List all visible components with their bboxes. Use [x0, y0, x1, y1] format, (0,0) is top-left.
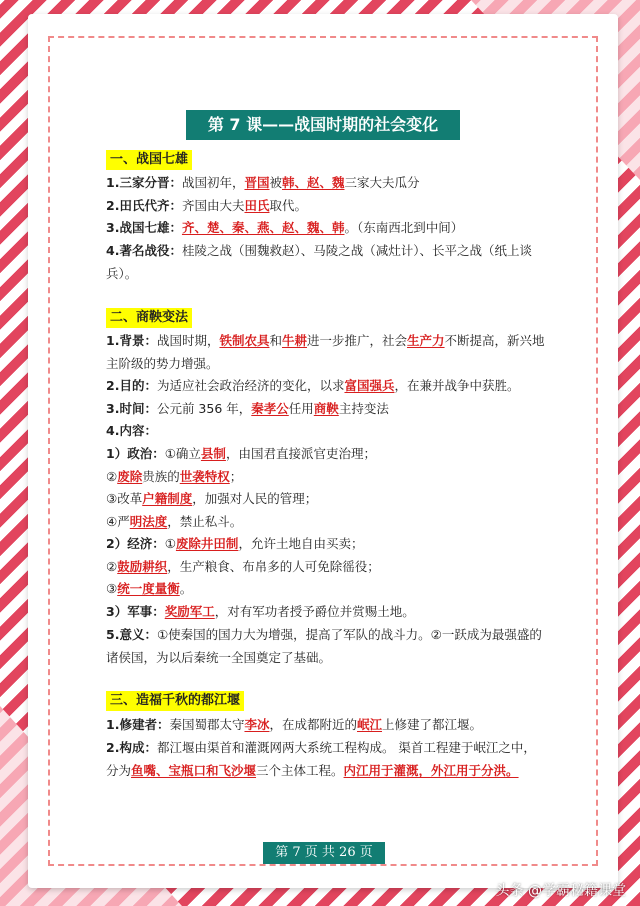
keyword: 统一度量衡 — [117, 581, 180, 596]
text: 和 — [269, 333, 282, 348]
keyword: 生产力 — [407, 333, 445, 348]
text: ，在成都附近的 — [269, 717, 357, 732]
label: 3.战国七雄： — [106, 220, 182, 235]
text: 。（东南西北到中间） — [344, 220, 464, 235]
label: 4.内容： — [106, 423, 157, 438]
text: 主持变法 — [338, 401, 389, 416]
keyword: 废除井田制 — [175, 536, 239, 551]
s2-line-13 — [106, 624, 546, 669]
text: 公元前 356 年， — [156, 401, 252, 416]
label: 4.著名战役： — [106, 243, 182, 258]
text: 三家大夫瓜分 — [344, 175, 420, 190]
text: 桂陵之战（围魏救赵）、马陵之战（减灶计）、长平之战（纸上谈兵）。 — [106, 243, 532, 281]
text: ①确立 — [164, 446, 201, 461]
s2-line-1 — [106, 330, 546, 375]
text: ，允许土地自由买卖； — [238, 536, 364, 551]
label: 3）军事： — [106, 604, 165, 619]
text: ①使秦国的国力大为增强，提高了军队的战斗力。②一跃成为最强盛的诸侯国，为以后秦统一全国奠定了基础。 — [106, 627, 542, 665]
s2-line-9 — [106, 533, 546, 556]
label: 2.构成： — [106, 740, 157, 755]
s2-line-6 — [106, 466, 546, 489]
text: 战国时期， — [156, 333, 220, 348]
section-heading-2: 二、商鞅变法 — [106, 308, 192, 328]
keyword: 牛耕 — [282, 333, 308, 348]
text: 被 — [269, 175, 282, 190]
s2-line-12 — [106, 601, 546, 624]
keyword: 县制 — [200, 446, 226, 461]
text: 都江堰由渠首和灌溉网两大系统工程构成。 渠首工程建于岷江之中，分为 — [106, 740, 536, 778]
section-heading-3: 三、造福千秋的都江堰 — [106, 691, 244, 711]
keyword: 晋国 — [244, 175, 270, 190]
text: ④严 — [106, 514, 130, 529]
s1-line-3 — [106, 217, 546, 240]
label: 1.三家分晋： — [106, 175, 182, 190]
text: ，对有军功者授予爵位并赏赐土地。 — [214, 604, 415, 619]
section-heading-1: 一、战国七雄 — [106, 150, 192, 170]
keyword: 户籍制度 — [142, 491, 193, 506]
s2-line-4 — [106, 420, 546, 443]
label: 1.背景： — [106, 333, 157, 348]
s2-line-3 — [106, 398, 546, 421]
text: 三个主体工程。 — [256, 762, 344, 778]
keyword: 世袭特权 — [179, 469, 230, 484]
s1-line-4 — [106, 240, 546, 285]
keyword: 李冰 — [244, 717, 270, 732]
label: 1.修建者： — [106, 717, 170, 732]
text: 秦国蜀郡太守 — [169, 717, 245, 732]
s3-line-1 — [106, 714, 546, 737]
label: 2）经济： — [106, 536, 165, 551]
s2-line-10 — [106, 556, 546, 579]
keyword: 铁制农具 — [219, 333, 270, 348]
s2-line-5 — [106, 443, 546, 466]
text: ③改革 — [106, 491, 143, 506]
text: 。 — [179, 581, 193, 596]
text: 任用 — [288, 401, 314, 416]
label: 3.时间： — [106, 401, 157, 416]
keyword: 田氏 — [244, 198, 270, 213]
text: 贵族的 — [142, 469, 180, 484]
label: 5.意义： — [106, 627, 157, 642]
text: 不断提高，新兴地主阶级的势力增强。 — [106, 333, 545, 371]
keyword: 鱼嘴、宝瓶口和飞沙堰 — [131, 762, 257, 778]
page-number-footer: 第 7 页 共 26 页 — [263, 842, 385, 864]
keyword: 商鞅 — [313, 401, 339, 416]
text: ； — [229, 469, 243, 484]
s3-line-2 — [106, 737, 546, 782]
s2-line-11 — [106, 578, 546, 601]
s1-line-2 — [106, 195, 546, 218]
text: ② — [106, 559, 118, 574]
s2-line-7 — [106, 488, 546, 511]
watermark: 头条 @学霸秘籍课堂 — [495, 883, 626, 899]
keyword: 废除 — [117, 469, 143, 484]
text: ③ — [106, 581, 118, 596]
text: ，由国君直接派官吏治理； — [225, 446, 376, 461]
keyword: 奖励军工 — [164, 604, 215, 619]
keyword: 明法度 — [129, 514, 168, 529]
label: 1）政治： — [106, 446, 165, 461]
text: 上修建了都江堰。 — [382, 717, 483, 732]
text: 齐国由大夫 — [181, 198, 245, 213]
s2-line-8 — [106, 511, 546, 534]
text: 为适应社会政治经济的变化，以求 — [156, 378, 345, 393]
label: 2.目的： — [106, 378, 157, 393]
keyword: 富国强兵 — [344, 378, 395, 393]
keyword: 岷江 — [357, 717, 383, 732]
text: ② — [106, 469, 118, 484]
label: 2.田氏代齐： — [106, 198, 182, 213]
text: ，加强对人民的管理； — [192, 491, 318, 506]
s2-line-2 — [106, 375, 546, 398]
keyword: 韩、赵、魏 — [282, 175, 345, 190]
keyword: 内江用于灌溉，外江用于分洪。 — [343, 762, 519, 778]
text: ① — [164, 536, 176, 551]
text: 战国初年， — [181, 175, 245, 190]
s1-line-1 — [106, 172, 546, 195]
page-title: 第 7 课——战国时期的社会变化 — [186, 110, 460, 140]
text: ，禁止私斗。 — [167, 514, 243, 529]
text: 取代。 — [269, 198, 307, 213]
keyword: 齐、楚、秦、燕、赵、魏、韩 — [181, 220, 345, 235]
keyword: 鼓励耕织 — [117, 559, 168, 574]
keyword: 秦孝公 — [251, 401, 289, 416]
text: ，生产粮食、布帛多的人可免除徭役； — [167, 559, 380, 574]
title-banner — [186, 110, 460, 140]
text: 进一步推广，社会 — [307, 333, 408, 348]
text: ，在兼并战争中获胜。 — [394, 378, 520, 393]
